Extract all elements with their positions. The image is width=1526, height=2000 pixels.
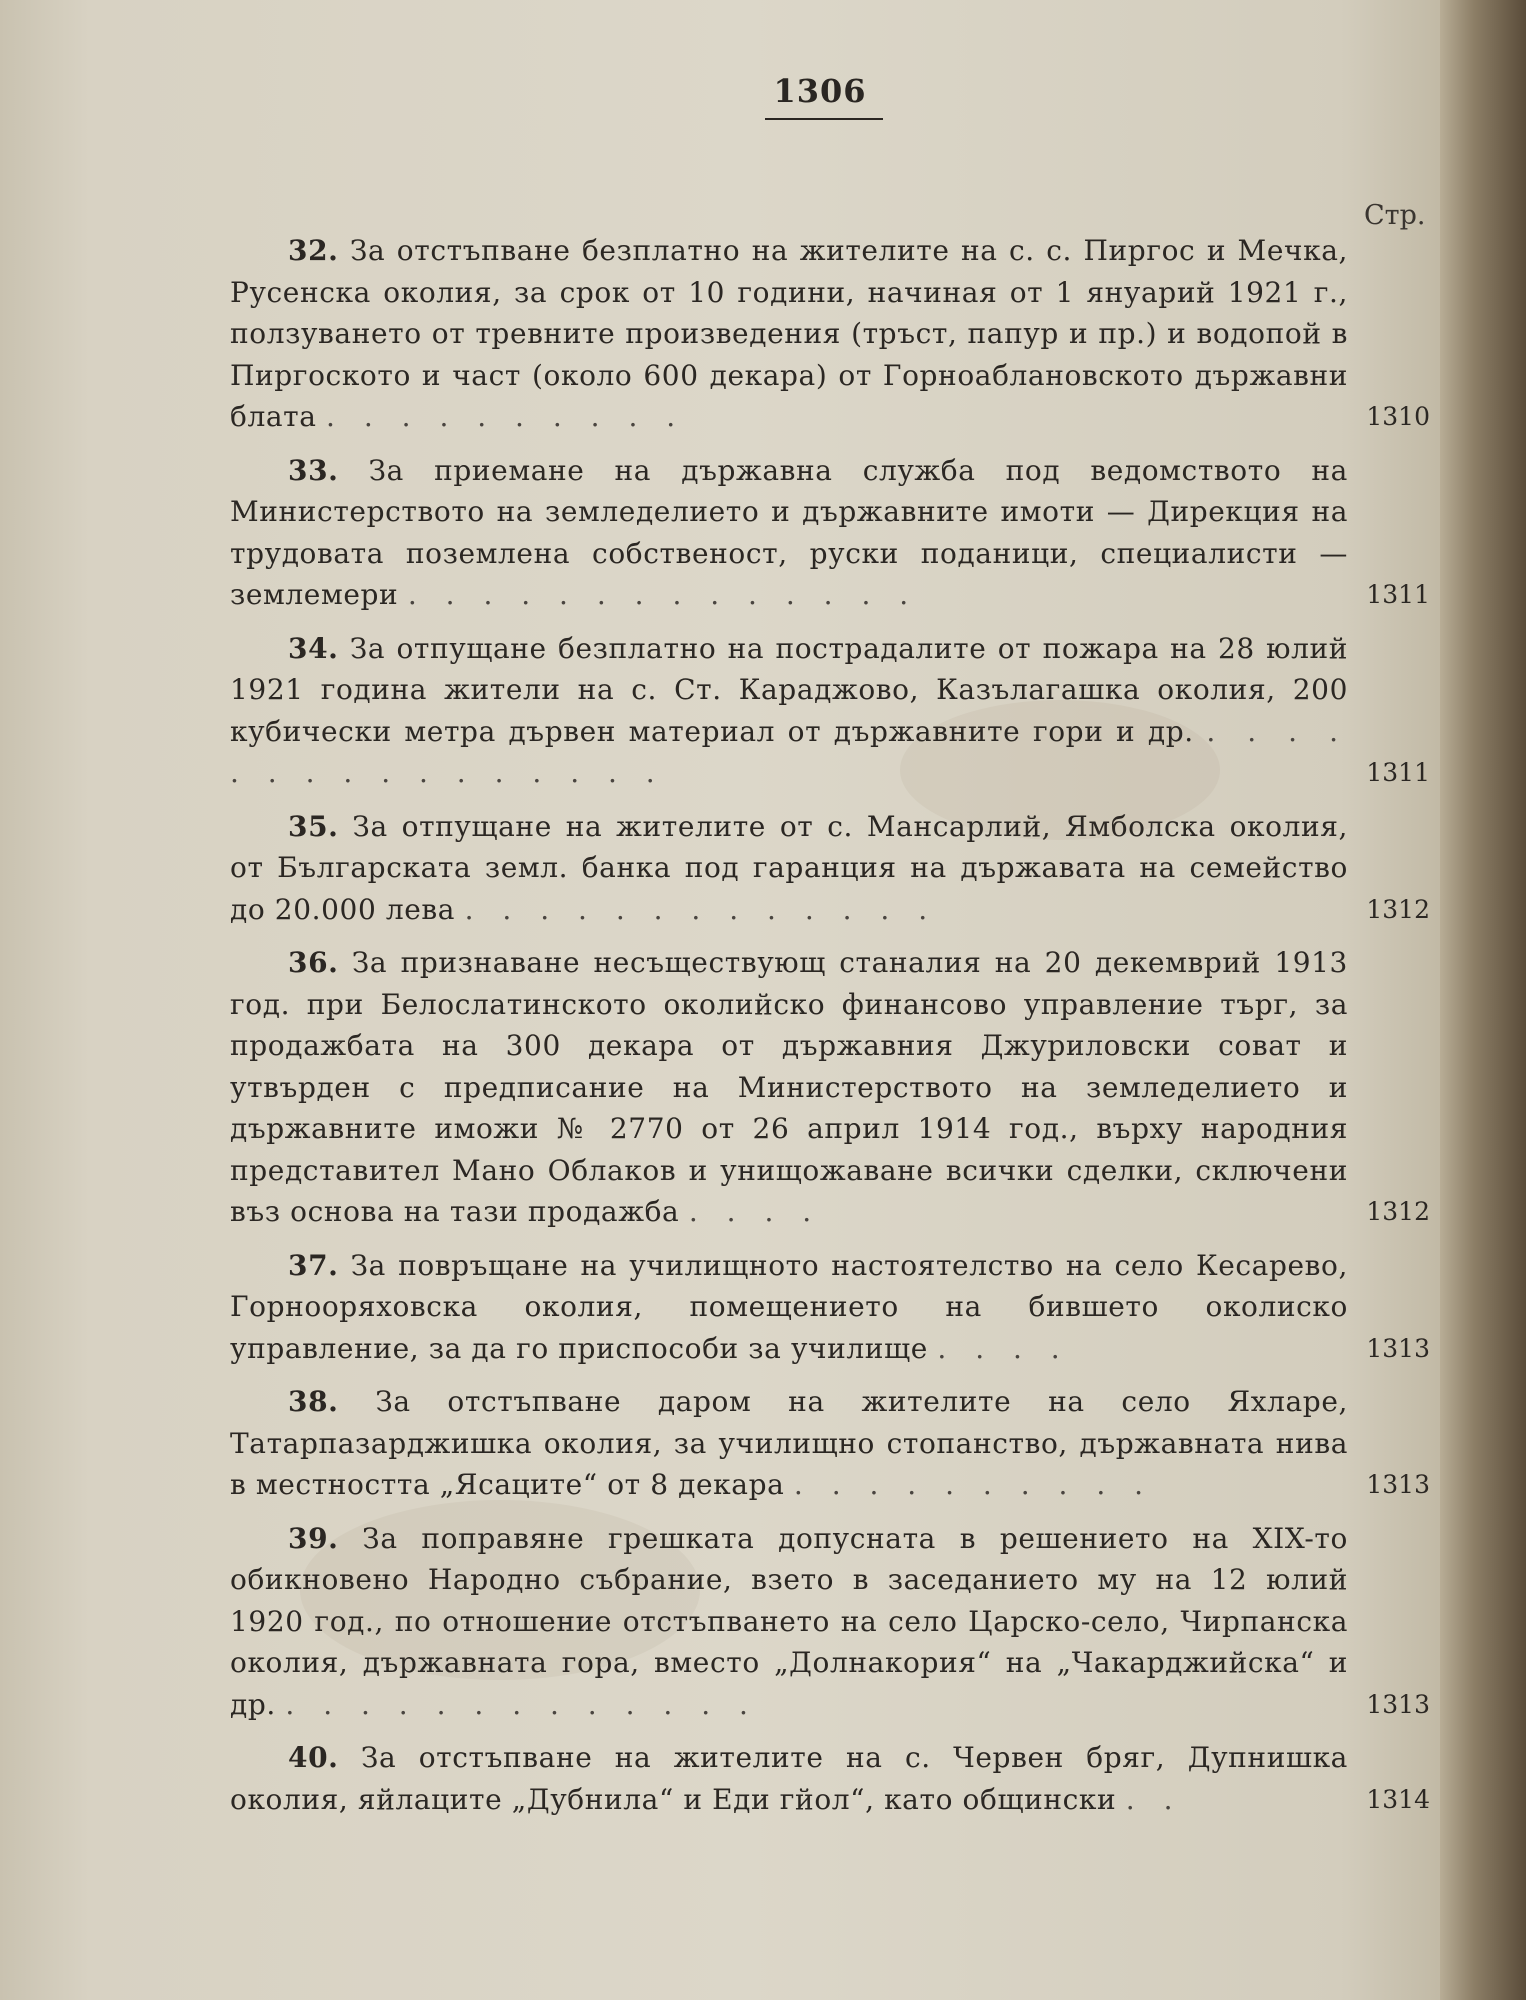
entry-page-ref: 1313 <box>1366 1689 1430 1719</box>
leader-dots: . . . . . . . . . . . . . . . . <box>230 714 1348 789</box>
entry-text <box>230 1381 1348 1506</box>
entry-page-ref: 1313 <box>1366 1333 1430 1363</box>
entry-list <box>230 230 1430 1832</box>
entry-title: За отстъпване безплатно на жителите на с. с. Пиргос и Мечка, Русенска околия, за срок от 10 години, начиная от 1 януарий 1921 г., ползуването от тревните произведения (тръст, папур и пр.) и водопой в Пиргоското и част (около 600 декара) от Горноаблановското държавни блата <box>230 234 1348 433</box>
leader-dots: . . . . . . . . . . <box>326 400 686 433</box>
entry-title: За повръщане на училищното настоятелство на село Кесарево, Горнооряховска околия, помещението на бившето околиско управление, за да го приспособи за училище <box>230 1248 1348 1365</box>
entry-number: 34. <box>288 631 339 665</box>
entry-title: За приемане на държавна служба под ведомството на Министерството на земледелието и държавните имоти — Дирекция на трудовата поземлена собственост, руски поданици, специалисти — землемери <box>230 453 1348 611</box>
entry-text <box>230 1245 1348 1370</box>
list-item <box>230 942 1430 1233</box>
page-column-label: Стр. <box>1364 200 1426 231</box>
entry-text <box>230 1737 1348 1820</box>
entry-title: За отстъпване даром на жителите на село Яхларе, Татарпазарджишка околия, за училищно стопанство, държавната нива в местността „Ясаците“ от 8 декара <box>230 1385 1348 1501</box>
list-item <box>230 1737 1430 1820</box>
leader-dots: . . . . <box>688 1195 822 1228</box>
leader-dots: . . <box>1125 1782 1183 1816</box>
entry-title: За отпущане на жителите от с. Мансарлий, Ямболска околия, от Българската земл. банка под гаранция на държавата на семейство до 20.000 лева <box>230 809 1348 926</box>
page-number-underline <box>765 118 883 120</box>
list-item <box>230 806 1430 931</box>
entry-number: 40. <box>288 1741 339 1774</box>
entry-number: 33. <box>288 453 339 487</box>
entry-text <box>230 450 1348 616</box>
entry-page-ref: 1311 <box>1366 580 1430 609</box>
entry-text <box>230 628 1348 794</box>
entry-title: За отпущане безплатно на пострадалите от пожара на 28 юлий 1921 година жители на с. Ст. Караджово, Казълагашка околия, 200 кубически метра дървен материал от държавните гори и др. <box>230 631 1348 748</box>
entry-page-ref: 1311 <box>1366 758 1430 787</box>
entry-title: За признаване несъществующ станалия на 20 декемврий 1913 год. при Белослатинското околийско финансово управление търг, за продажбата на 300 декара от държавния Джуриловски соват и утвърден с предписание на Министерството на земледелието и държавните иможи № 2770 от 26 април 1914 год., върху народния представител Мано Облаков и унищожаване всички сделки, сключени въз основа на тази продажба <box>230 946 1348 1228</box>
leader-dots: . . . . . . . . . . . . . <box>285 1687 758 1721</box>
entry-page-ref: 1313 <box>1366 1470 1430 1499</box>
list-item <box>230 230 1430 438</box>
list-item <box>230 450 1430 616</box>
entry-title: За поправяне грешката допусната в решението на XIX-то обикновено Народно събрание, взето в заседанието му на 12 юлий 1920 год., по отношение отстъпването на село Царско-село, Чирпанска околия, държавната гора, вместо „Долнакория“ на „Чакарджийска“ и др. <box>230 1521 1348 1721</box>
entry-page-ref: 1310 <box>1366 402 1430 431</box>
entry-number: 36. <box>288 946 339 979</box>
entry-text <box>230 230 1348 438</box>
entry-page-ref: 1312 <box>1366 894 1430 924</box>
entry-number: 35. <box>288 809 339 843</box>
page-number: 1306 <box>773 72 867 110</box>
entry-number: 32. <box>288 234 339 267</box>
entry-page-ref: 1312 <box>1366 1197 1430 1226</box>
entry-number: 37. <box>288 1248 339 1282</box>
entry-title: За отстъпване на жителите на с. Червен бряг, Дупнишка околия, яйлаците „Дубнила“ и Еди гйол“, като общински <box>230 1741 1348 1816</box>
book-page-edge <box>1440 0 1526 2000</box>
leader-dots: . . . . <box>937 1331 1070 1365</box>
entry-number: 38. <box>288 1385 339 1418</box>
leader-dots: . . . . . . . . . . <box>793 1468 1154 1501</box>
leader-dots: . . . . . . . . . . . . . <box>464 892 938 926</box>
list-item <box>230 628 1430 794</box>
list-item <box>230 1245 1430 1370</box>
entry-text <box>230 806 1348 931</box>
list-item <box>230 1381 1430 1506</box>
entry-number: 39. <box>288 1521 339 1555</box>
list-item <box>230 1518 1430 1726</box>
entry-text <box>230 1518 1348 1726</box>
entry-page-ref: 1314 <box>1366 1784 1430 1814</box>
entry-text <box>230 942 1348 1233</box>
leader-dots: . . . . . . . . . . . . . . <box>407 578 919 611</box>
